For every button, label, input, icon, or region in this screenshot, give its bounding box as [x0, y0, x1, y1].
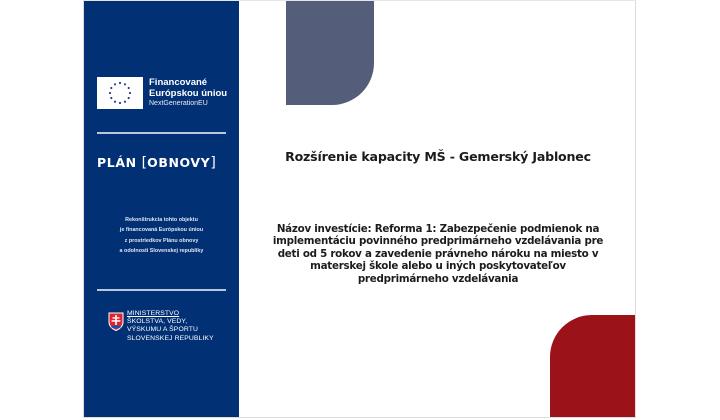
ministry-line: VÝSKUMU A ŠPORTU: [127, 326, 198, 334]
page-title: Rozšírenie kapacity MŠ - Gemerský Jablonec: [285, 149, 591, 164]
funding-note-line: je financovaná Európskou úniou: [119, 227, 204, 234]
funding-note-line: z prostriedkov Plánu obnovy: [124, 237, 199, 244]
slovak-crest-icon: [108, 312, 124, 336]
funding-note-line: Rekonštrukcia tohto objektu: [125, 217, 198, 223]
funding-note-line: a odolnosti Slovenskej republiky: [119, 247, 204, 254]
funding-note: [84, 215, 239, 256]
ministry-line: SLOVENSKEJ REPUBLIKY: [127, 334, 214, 342]
slide: [83, 0, 636, 418]
bracket-open: [: [141, 155, 148, 171]
eu-flag-icon: [97, 77, 143, 109]
decorative-slate-shape: [286, 0, 374, 105]
sidebar-panel: [84, 1, 239, 418]
divider-top: [97, 132, 226, 134]
plan-word: PLÁN: [97, 155, 137, 170]
eu-funding-line1: Financované: [149, 77, 208, 88]
investment-line: implementáciu povinného predprimárneho vzdelávania pre: [272, 235, 604, 248]
investment-line: predprimárneho vzdelávania: [357, 272, 519, 285]
obnovy-word: OBNOVY: [147, 155, 211, 170]
eu-funding-line3: NextGenerationEU: [149, 100, 208, 107]
eu-funding-line2: Európskou úniou: [149, 88, 228, 99]
ministry-logo: [108, 310, 233, 346]
investment-line: materskej škole alebo u iných poskytovateľov: [310, 260, 566, 273]
ministry-line: ŠKOLSTVA, VEDY,: [127, 318, 188, 326]
bracket-close: ]: [210, 155, 216, 171]
decorative-red-shape: [550, 315, 636, 418]
eu-funding-logo: [97, 77, 232, 110]
plan-obnovy-logo: [97, 155, 232, 171]
investment-description: [252, 223, 624, 285]
investment-line: Názov investície: Reforma 1: Zabezpečenie podmienok na: [276, 223, 600, 235]
divider-bottom: [97, 289, 226, 291]
ministry-line: MINISTERSTVO: [127, 310, 180, 317]
investment-line: deti od 5 rokov a zavedenie právneho nároku na miesto v: [277, 247, 599, 260]
